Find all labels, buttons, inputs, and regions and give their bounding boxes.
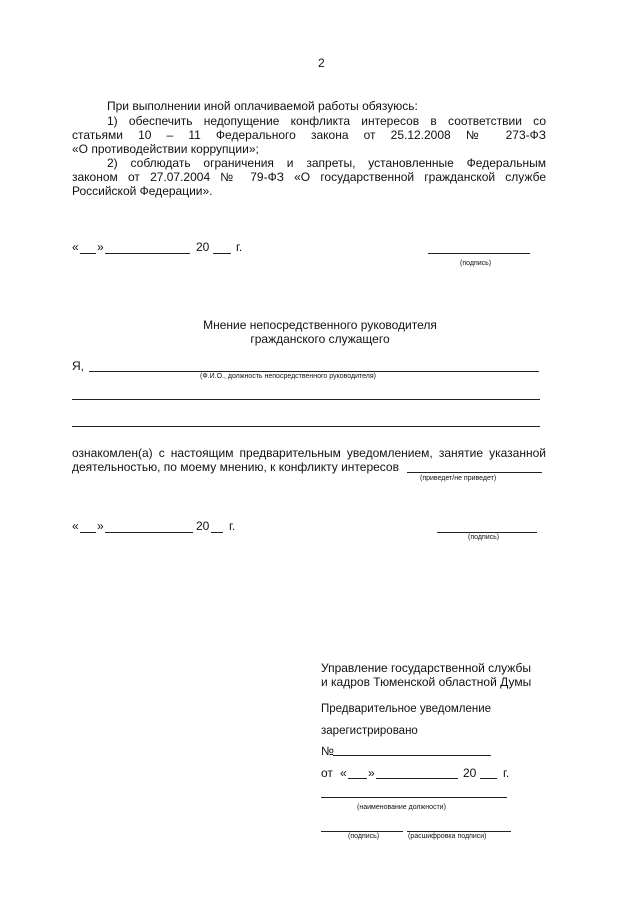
- date-open-quote: «: [72, 240, 79, 254]
- month-field[interactable]: [105, 253, 190, 254]
- acquainted-line2: деятельностью, по моему мнению, к конфликту интересов: [72, 460, 399, 474]
- reg-date-close-quote: »: [368, 766, 375, 780]
- date-close-quote: »: [97, 240, 104, 254]
- year-suffix-2: г.: [229, 519, 236, 533]
- position-field[interactable]: [321, 797, 507, 798]
- pledge-intro: При выполнении иной оплачиваемой работы обязуюсь:: [107, 99, 418, 113]
- acquainted-line1: ознакомлен(а) с настоящим предварительным уведомлением, занятие указанной: [72, 446, 546, 460]
- day-field[interactable]: [80, 253, 96, 254]
- year-suffix: г.: [236, 240, 243, 254]
- reg-signature-field[interactable]: [321, 831, 403, 832]
- month-field-2[interactable]: [105, 532, 193, 533]
- reg-year-field[interactable]: [480, 778, 497, 779]
- fio-continuation-line-2[interactable]: [72, 426, 540, 427]
- registered-label: зарегистрировано: [321, 725, 418, 737]
- signature-field-2[interactable]: [437, 532, 537, 533]
- leads-field[interactable]: [407, 472, 542, 473]
- signature-field-1[interactable]: [428, 253, 530, 254]
- reg-month-field[interactable]: [376, 778, 458, 779]
- from-label: от: [321, 766, 333, 780]
- pledge-item2-line3: Российской Федерации».: [72, 184, 213, 198]
- reg-decoding-caption: (расшифровка подписи): [408, 833, 487, 840]
- fio-field[interactable]: [89, 371, 539, 372]
- opinion-title-line2: гражданского служащего: [250, 332, 390, 346]
- date-close-quote-2: »: [97, 519, 104, 533]
- year-field-2[interactable]: [211, 532, 223, 533]
- number-sign: №: [321, 744, 334, 758]
- pledge-item2-line2: законом от 27.07.2004 № 79-ФЗ «О государственной гражданской службе: [72, 170, 546, 184]
- page-number: 2: [318, 56, 325, 70]
- reg-day-field[interactable]: [348, 778, 367, 779]
- signature-caption-1: (подпись): [460, 260, 492, 267]
- leads-caption: (приведет/не приведет): [420, 475, 497, 482]
- reg-year-prefix: 20: [463, 766, 477, 780]
- position-caption: (наименование должности): [357, 804, 446, 811]
- day-field-2[interactable]: [80, 532, 96, 533]
- year-prefix-2: 20: [196, 519, 210, 533]
- dept-line2: и кадров Тюменской областной Думы: [321, 675, 532, 689]
- reg-signature-caption: (подпись): [348, 833, 380, 840]
- pledge-item1-line3: «О противодействии коррупции»;: [72, 142, 259, 156]
- registration-number-field[interactable]: [333, 755, 491, 756]
- dept-line1: Управление государственной службы: [321, 661, 531, 675]
- reg-date-open-quote: «: [340, 766, 347, 780]
- year-field[interactable]: [213, 253, 231, 254]
- year-prefix: 20: [196, 240, 210, 254]
- ya-label: Я,: [72, 359, 84, 373]
- reg-decoding-field[interactable]: [407, 831, 511, 832]
- pledge-item2-line1: 2) соблюдать ограничения и запреты, установленные Федеральным: [107, 156, 546, 170]
- signature-caption-2: (подпись): [468, 534, 500, 541]
- fio-caption: (Ф.И.О., должность непосредственного руководителя): [200, 373, 376, 380]
- notice-label: Предварительное уведомление: [321, 703, 492, 715]
- pledge-item1-line1: 1) обеспечить недопущение конфликта интересов в соответствии со: [107, 114, 546, 128]
- fio-continuation-line-1[interactable]: [72, 399, 540, 400]
- pledge-item1-line2: статьями 10 – 11 Федерального закона от 25.12.2008 № 273-ФЗ: [72, 128, 546, 142]
- reg-year-suffix: г.: [503, 766, 510, 780]
- opinion-title-line1: Мнение непосредственного руководителя: [203, 318, 437, 332]
- date-open-quote-2: «: [72, 519, 79, 533]
